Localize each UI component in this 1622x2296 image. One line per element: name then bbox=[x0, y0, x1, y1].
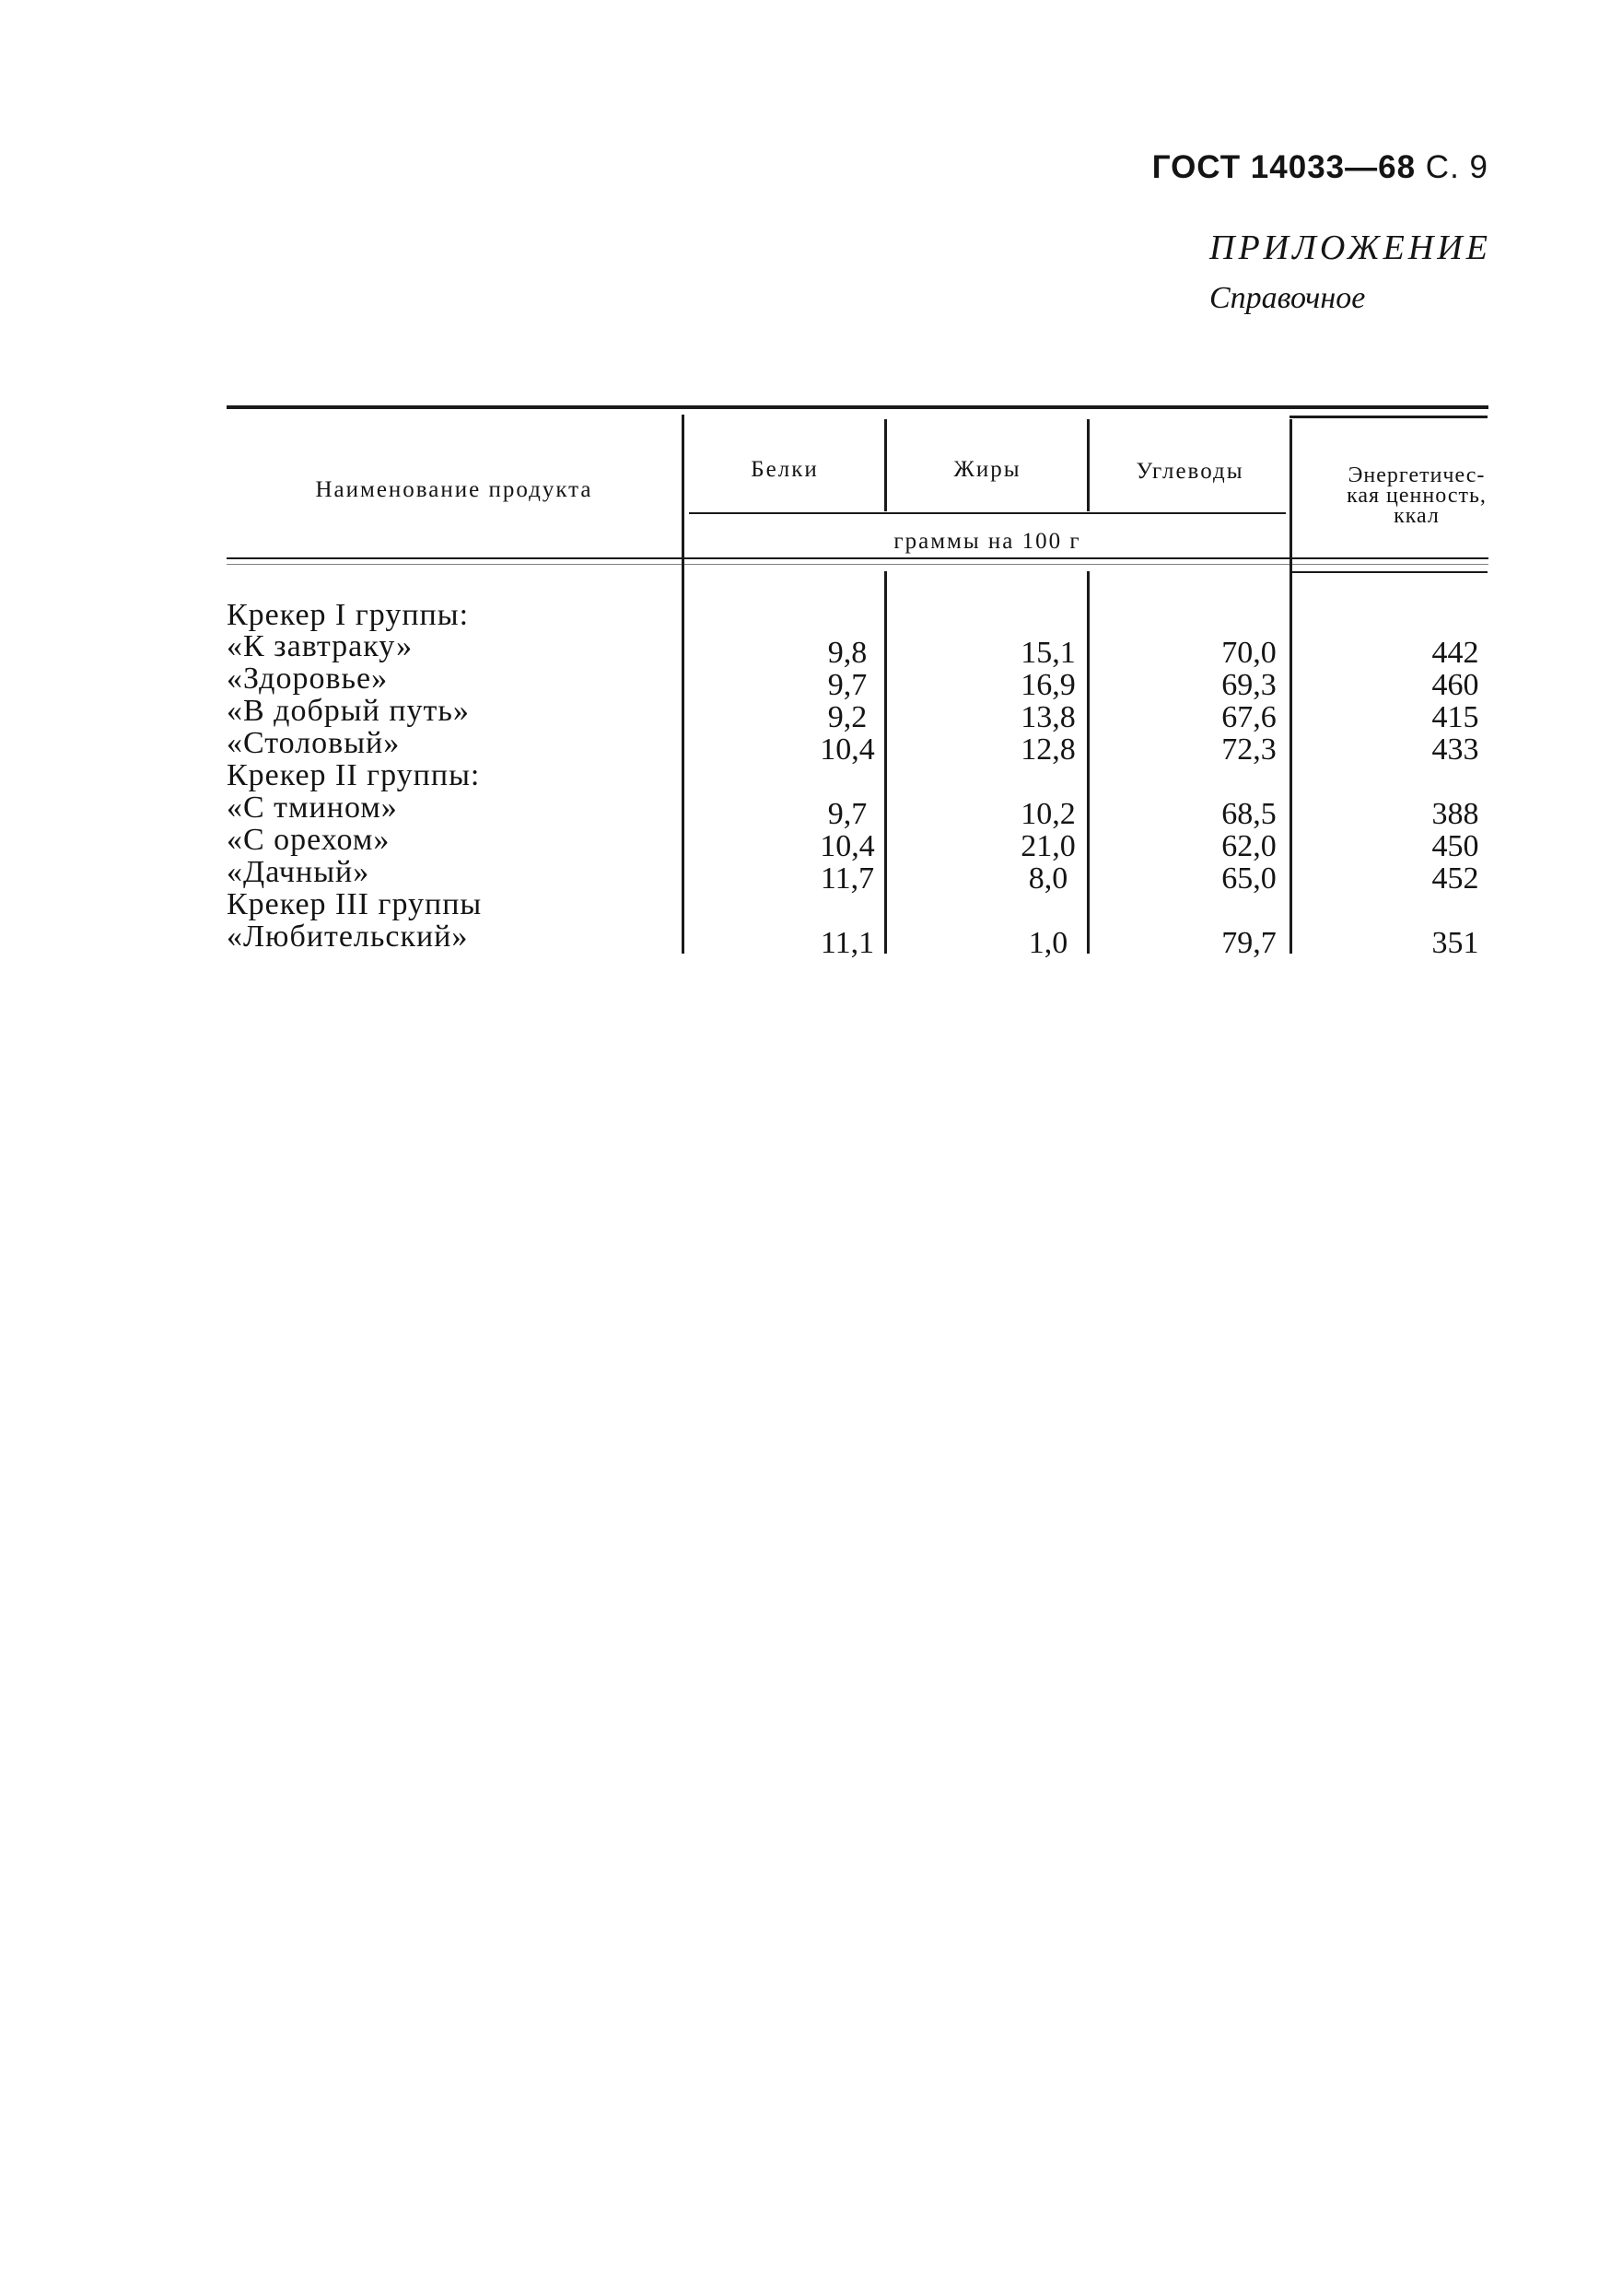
column-header-energy-line1: Энергетичес- bbox=[1348, 463, 1486, 487]
row-protein: 10,4 bbox=[820, 829, 875, 863]
row-carbs: 62,0 bbox=[1221, 829, 1277, 863]
page-number: С. 9 bbox=[1425, 149, 1488, 185]
row-fat: 21,0 bbox=[1021, 829, 1076, 863]
row-protein: 9,7 bbox=[827, 797, 868, 831]
table-row bbox=[227, 726, 1525, 767]
row-product-name: «С тмином» bbox=[227, 791, 398, 825]
row-protein: 9,8 bbox=[827, 636, 868, 670]
column-divider-fat bbox=[1087, 419, 1090, 511]
row-protein: 9,2 bbox=[827, 700, 868, 734]
row-fat: 16,9 bbox=[1021, 668, 1076, 702]
row-carbs: 69,3 bbox=[1221, 668, 1277, 702]
row-fat: 13,8 bbox=[1021, 700, 1076, 734]
header-bottom-rule-right bbox=[1289, 571, 1488, 573]
row-protein: 11,1 bbox=[820, 926, 875, 960]
row-fat: 10,2 bbox=[1021, 797, 1076, 831]
header-bottom-rule bbox=[227, 557, 1488, 559]
row-carbs: 79,7 bbox=[1221, 926, 1277, 960]
row-product-name: «Дачный» bbox=[227, 855, 370, 889]
table-row bbox=[227, 855, 1525, 896]
row-product-name: Крекер II группы: bbox=[227, 758, 481, 792]
row-energy: 433 bbox=[1431, 732, 1479, 767]
row-product-name: «Любительский» bbox=[227, 920, 469, 954]
page-header bbox=[1152, 149, 1488, 186]
row-energy: 452 bbox=[1431, 861, 1479, 896]
table-row bbox=[227, 888, 1525, 921]
table-top-rule-right bbox=[1289, 416, 1488, 418]
row-fat: 1,0 bbox=[1028, 926, 1068, 960]
row-fat: 15,1 bbox=[1021, 636, 1076, 670]
table-row bbox=[227, 823, 1525, 863]
column-header-name: Наименование продукта bbox=[315, 477, 593, 502]
column-header-energy-line3: ккал bbox=[1394, 504, 1440, 528]
appendix-title: ПРИЛОЖЕНИЕ bbox=[1209, 228, 1491, 267]
table-row bbox=[227, 694, 1525, 734]
row-energy: 450 bbox=[1431, 829, 1479, 863]
row-carbs: 72,3 bbox=[1221, 732, 1277, 767]
table-top-rule bbox=[227, 405, 1488, 409]
row-protein: 9,7 bbox=[827, 668, 868, 702]
table-row bbox=[227, 759, 1525, 792]
row-fat: 12,8 bbox=[1021, 732, 1076, 767]
row-carbs: 67,6 bbox=[1221, 700, 1277, 734]
table-row bbox=[227, 599, 1525, 632]
unit-row-label: граммы на 100 г bbox=[893, 529, 1081, 554]
row-product-name: Крекер I группы: bbox=[227, 598, 470, 632]
column-header-fat: Жиры bbox=[953, 457, 1021, 482]
row-product-name: «Здоровье» bbox=[227, 662, 389, 696]
row-carbs: 65,0 bbox=[1221, 861, 1277, 896]
row-product-name: «К завтраку» bbox=[227, 629, 414, 663]
row-energy: 388 bbox=[1431, 797, 1479, 831]
table-row bbox=[227, 629, 1525, 670]
row-energy: 442 bbox=[1431, 636, 1479, 670]
row-energy: 351 bbox=[1431, 926, 1479, 960]
row-energy: 415 bbox=[1431, 700, 1479, 734]
table-row bbox=[227, 791, 1525, 831]
row-product-name: «Столовый» bbox=[227, 726, 401, 760]
column-header-energy-line2: кая ценность, bbox=[1347, 484, 1487, 508]
row-fat: 8,0 bbox=[1028, 861, 1068, 896]
row-product-name: «В добрый путь» bbox=[227, 694, 470, 728]
row-carbs: 70,0 bbox=[1221, 636, 1277, 670]
unit-row-rule bbox=[689, 512, 1286, 514]
table-row bbox=[227, 662, 1525, 702]
column-header-protein: Белки bbox=[751, 457, 819, 482]
header-bottom-rule-2 bbox=[227, 564, 1488, 565]
table-row bbox=[227, 920, 1525, 960]
column-divider-protein bbox=[884, 419, 887, 511]
row-protein: 10,4 bbox=[820, 732, 875, 767]
appendix-subtitle: Справочное bbox=[1209, 281, 1366, 315]
row-protein: 11,7 bbox=[820, 861, 875, 896]
column-header-carbs: Углеводы bbox=[1136, 459, 1244, 484]
row-energy: 460 bbox=[1431, 668, 1479, 702]
row-carbs: 68,5 bbox=[1221, 797, 1277, 831]
row-product-name: Крекер III группы bbox=[227, 887, 483, 921]
document-id: ГОСТ 14033—68 bbox=[1151, 149, 1417, 185]
column-header-energy bbox=[1306, 465, 1527, 526]
row-product-name: «С орехом» bbox=[227, 823, 391, 857]
